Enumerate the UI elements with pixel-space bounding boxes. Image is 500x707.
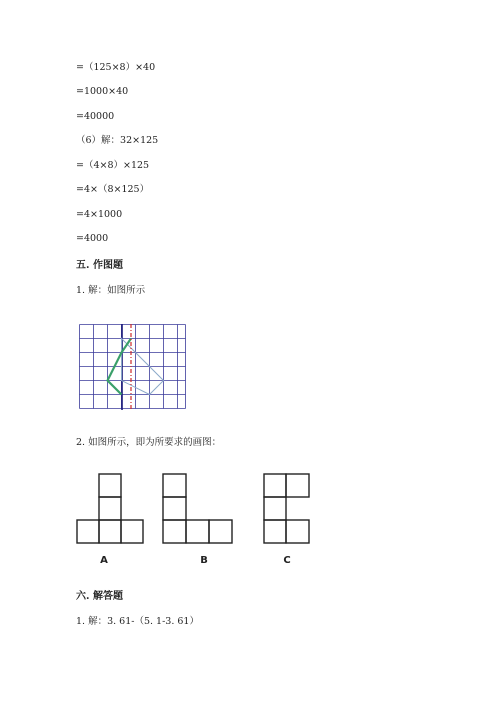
shape-label-b: B <box>200 555 208 566</box>
shape-label-a: A <box>100 555 108 566</box>
symmetry-grid-figure <box>79 324 189 412</box>
calc-line-7: =4×1000 <box>76 209 123 220</box>
calc-line-6: =4×（8×125） <box>76 184 150 195</box>
calc-line-2: =1000×40 <box>76 86 129 97</box>
section-5-heading: 五. 作图题 <box>76 260 123 271</box>
question-5-2: 2. 如图所示，即为所要求的画图： <box>76 437 222 448</box>
calc-line-1: =（125×8）×40 <box>76 62 156 73</box>
shape-label-c: C <box>283 555 291 566</box>
calc-line-5: =（4×8）×125 <box>76 160 150 171</box>
question-6-1: 1. 解：3. 61-（5. 1-3. 61） <box>76 616 199 627</box>
grid-lines <box>80 325 186 409</box>
shape-c-figure <box>263 473 313 547</box>
section-6-heading: 六. 解答题 <box>76 591 123 602</box>
shape-a-figure <box>76 473 148 547</box>
shape-b-figure <box>162 473 236 547</box>
calc-line-4: （6）解：32×125 <box>76 135 159 146</box>
calc-line-3: =40000 <box>76 111 115 122</box>
question-5-1: 1. 解：如图所示 <box>76 285 146 296</box>
calc-line-8: =4000 <box>76 233 109 244</box>
